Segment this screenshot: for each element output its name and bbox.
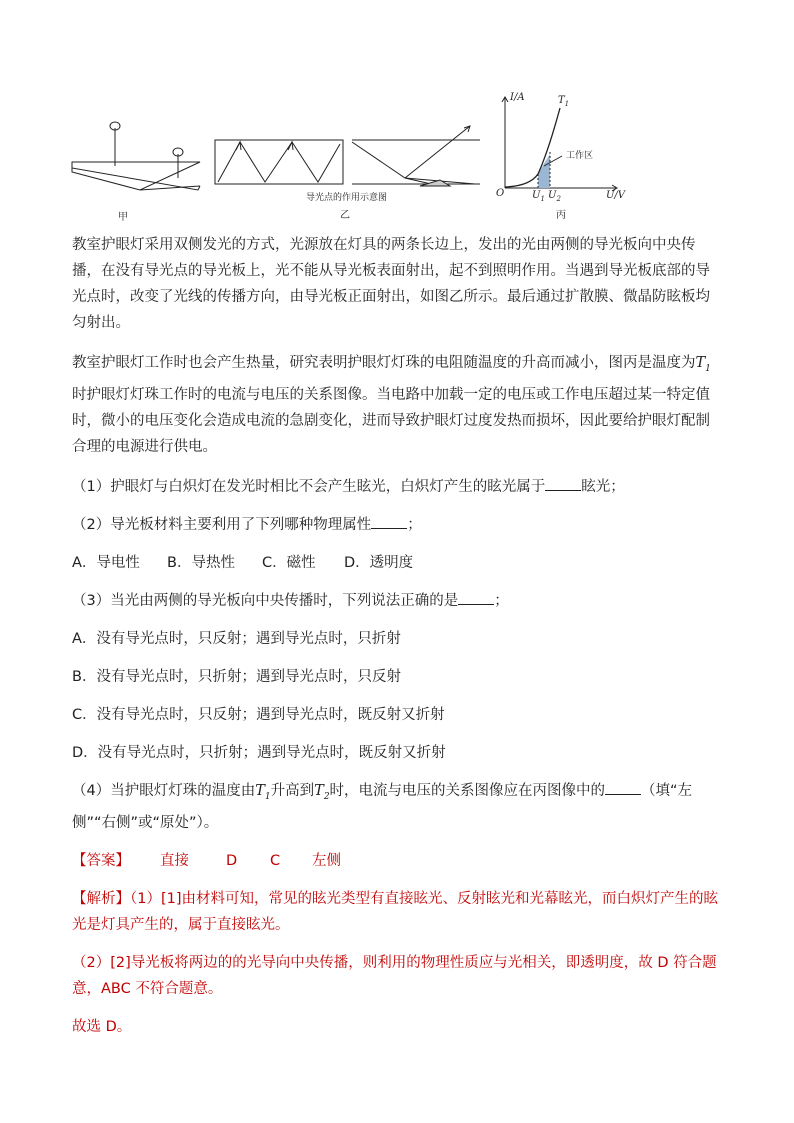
graph-u1: $U_1$ [532,190,545,203]
answer-line [72,848,722,874]
question-2: （2）导光板材料主要利用了下列哪种物理属性 ； [72,512,722,538]
content [72,232,722,1052]
figures-drawing [60,90,740,225]
option: D．透明度 [344,554,414,571]
blank [371,514,407,529]
question-4: （4）当护眼灯灯珠的温度由$T_1$升高到$T_2$时，电流与电压的关系图像应在丙图像中的 （填“左侧”“右侧”或“原处”）。 [72,778,722,836]
question-1: （1）护眼灯与白炽灯在发光时相比不会产生眩光，白炽灯产生的眩光属于 眩光； [72,474,722,500]
paragraph-2: 教室护眼灯工作时也会产生热量，研究表明护眼灯灯珠的电阻随温度的升高而减小，图丙是温度为$T_1$时护眼灯灯珠工作时的电流与电压的关系图像。当电路中加载一定的电压或工作电压超过某一特定值时，微小的电压变化会造成电流的急剧变化，进而导致护眼灯过度发热而损坏，因此要给护眼灯配制合理的电源进行供电。 [72,355,711,455]
figure-label-bing: 丙 [556,210,566,221]
blank [545,476,581,491]
analysis-3: 故选 D。 [72,1018,132,1035]
graph-u2: $U_2$ [548,190,561,203]
option: B．没有导光点时，只折射；遇到导光点时，只反射 [72,668,401,685]
figure-label-yi: 乙 [340,210,350,221]
option: C．没有导光点时，只反射；遇到导光点时，既反射又折射 [72,706,445,723]
lamp-figure [72,122,200,190]
graph-curve-label: $T_1$ [558,95,570,108]
paragraph-1: 教室护眼灯采用双侧发光的方式，光源放在灯具的两条长边上，发出的光由两侧的导光板向中央传播，在没有导光点的导光板上，光不能从导光板表面射出，起不到照明作用。当遇到导光板底部的导光点时，改变了光线的传播方向，由导光板正面射出，如图乙所示。最后通过扩散膜、微晶防眩板均匀射出。 [72,237,710,331]
figure-label-jia: 甲 [118,212,128,223]
answer-item: 直接 [160,852,189,869]
graph-xlabel: U/V [606,190,626,201]
option: A．导电性 [72,554,140,571]
question-2-options [72,550,722,576]
guide-point-diagram [352,126,480,186]
graph-origin: O [496,188,505,199]
graph-zone-label: 工作区 [566,151,594,161]
answer-item: 左侧 [312,852,341,869]
answer-item: C [270,852,281,869]
answer-label: 【答案】 [72,852,130,869]
light-guide-diagram [215,140,343,184]
graph-ylabel: I/A [510,92,525,103]
figures-row [60,90,740,225]
analysis-2: （2）[2]导光板将两边的的光导向中央传播，则利用的物理性质应与光相关，即透明度，故 D 符合题意，ABC 不符合题意。 [72,954,717,997]
option: A．没有导光点时，只反射；遇到导光点时，只折射 [72,630,401,647]
blank [458,590,494,605]
option: C．磁性 [262,554,316,571]
answer-item: D [226,852,238,869]
question-3: （3）当光由两侧的导光板向中央传播时，下列说法正确的是 ； [72,588,722,614]
analysis-1: 【解析】（1）[1]由材料可知，常见的眩光类型有直接眩光、反射眩光和光幕眩光，而白炽灯产生的眩光是灯具产生的，属于直接眩光。 [72,890,719,933]
option: D．没有导光点时，只折射；遇到导光点时，既反射又折射 [72,744,446,761]
option: B．导热性 [167,554,235,571]
iu-graph [502,97,617,191]
blank [605,780,641,795]
figure-caption-yi: 导光点的作用示意图 [306,193,388,203]
